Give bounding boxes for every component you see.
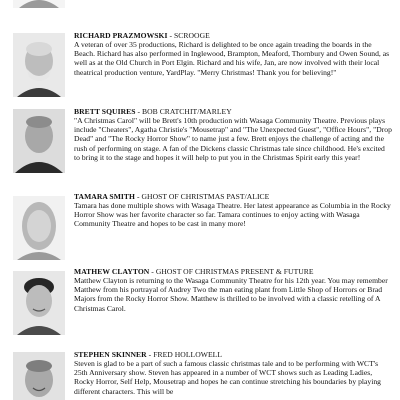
cast-role: GHOST OF CHRISTMAS PAST/ALICE — [141, 192, 270, 201]
cast-bio: A veteran of over 35 productions, Richard is delighted to be once again treading the boards in the Beach. Richard has also performed in Inglewood, Brampton, Meaford, Thornbury and Owen Sound, as well as at the Old Church in Port Elgin. Richard and his wife, Jan, are now involved with their local theatrical production venture, YardPlay. "Merry Christmas! Thank you for believing!" — [74, 40, 390, 77]
headshot-photo — [13, 352, 65, 400]
headshot-photo — [13, 196, 65, 260]
cast-bio: Tamara has done multiple shows with Wasaga Theatre. Her latest appearance as Columbia in the Rocky Horror Show was her favorite character so far. Tamara continues to enjoy acting with Wasaga Community Theatre and hopes to be cast in many more! — [74, 201, 391, 229]
cast-role: GHOST OF CHRISTMAS PRESENT & FUTURE — [155, 267, 314, 276]
cast-role: FRED HOLLOWELL — [153, 350, 223, 359]
cast-role: BOB CRATCHIT/MARLEY — [141, 107, 232, 116]
headshot-photo — [13, 33, 65, 97]
cast-bio: Steven is glad to be a part of such a famous classic christmas tale and to be performing with WCT's 25th Anniversary show. Steven has appeared in a number of WCT shows such as Leading Ladies, Rocky Horror, Self Help, Mousetrap and hopes he can continue stretching his boundaries by playing different characters. This will be — [74, 359, 382, 396]
cast-name: STEPHEN SKINNER — [74, 350, 147, 359]
headshot-photo — [13, 109, 65, 173]
cast-name: MATHEW CLAYTON — [74, 267, 150, 276]
cast-bio: Matthew Clayton is returning to the Wasaga Community Theatre for his 12th year. You may remember Matthew from his portrayal of Audrey Two the man eating plant from Little Shop of Horrors or Brad Majors from the Rocky Horror Show. Matthew is thrilled to be involved with a classic retelling of A Christmas Carol. — [74, 276, 388, 313]
cast-name: TAMARA SMITH — [74, 192, 136, 201]
cropped-headshot-photo — [13, 0, 65, 8]
cast-role: SCROOGE — [174, 31, 210, 40]
cast-bio: "A Christmas Carol" will be Brett's 10th production with Wasaga Community Theatre. Previous plays include "Cheaters", Agatha Christie's "Mousetrap" and "The Unexpected Guest", "Office Hours", "Drop Dead" and "The Rocky Horror Show" to name just a few. Brett enjoys the challenge of acting and the rush of performing on stage. A fan of the Dickens classic Christmas tale since childhood. He's excited to bring it to the stage and hopes it will help to put you in the Christmas Spirit early this year! — [74, 116, 392, 162]
cast-name: RICHARD PRAZMOWSKI — [74, 31, 168, 40]
program-page: RICHARD PRAZMOWSKI - SCROOGE A veteran of over 35 productions, Richard is delighted to be once again treading the boards in the Beach. Richard has also performed in Inglewood, Brampton, Meaford, Thornbury and Owen Sound, as well as at the Old Church in Port Elgin. Richard and his wife, Jan, are now involved with their local theatrical production venture, YardPlay. "Merry Christmas! Thank you for believing!" BRETT SQUIRES - BOB CRATCHIT/MARLEY "A Christmas Carol" will be Brett's 10th production with Wasaga Community Theatre. Previous plays include "Cheaters", Agatha Christie's "Mousetrap" and "The Unexpected Guest", "Office Hours", "Drop Dead" and "The Rocky Horror Show" to name just a few. Brett enjoys the challenge of acting and the rush of performing on stage. A fan of the Dickens classic Christmas tale since childhood. He's excited to bring it to the stage and hopes it will help to put you in the Christmas Spirit early this year! TAMARA SMITH - GHOST OF CHRISTMAS PAST/ALICE Tamara has done multiple shows with Wasaga Theatre. Her latest appearance as Columbia in the Rocky Horror Show was her favorite character so far. Tamara continues to enjoy acting with Wasaga Community Theatre and hopes to be cast in many more! MATHEW CLAYTON - GHOST OF CHRISTMAS PRESENT & FUTURE Matthew Clayton is returning to the Wasaga Community Theatre for his 12th year. You may remember Matthew from his portrayal of Audrey Two the man eating plant from Little Shop of Horrors or Brad Majors from the Rocky Horror Show. Matthew is thrilled to be involved with a classic retelling of A Christmas Carol. STEPHEN SKINNER - FRED HOLLOWELL Steven is glad to be a part of such a famous classic christmas tale and to be performing with WCT's 25th Anniversary show. Steven has appeared in a number of WCT shows such as Leading Ladies, Rocky Horror, Self Help, Mousetrap and hopes he can continue stretching his boundaries by playing different characters. This will be — [0, 0, 400, 400]
cast-name: BRETT SQUIRES — [74, 107, 136, 116]
headshot-photo — [13, 271, 65, 335]
